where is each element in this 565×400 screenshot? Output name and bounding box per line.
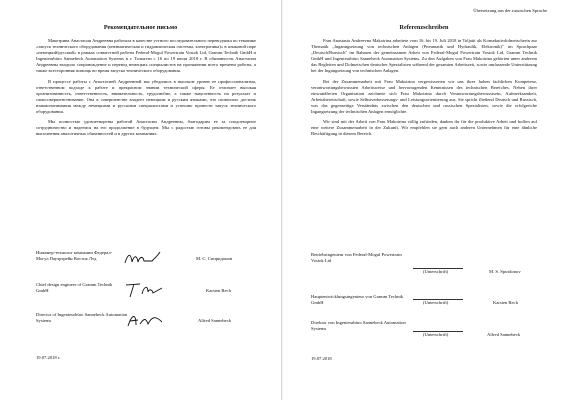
translation-signatory-role-2: Hauptentwicklungsingenieur von Gramm Technik GmbH bbox=[311, 294, 404, 305]
signature-label-3: (Unterschrift) bbox=[423, 332, 449, 337]
translation-note: Übersetzung aus der russischen Sprache bbox=[473, 8, 547, 13]
russian-letter-page bbox=[0, 0, 282, 400]
handwritten-signature-2 bbox=[122, 280, 164, 300]
translation-paragraph-1: Frau Anastasia Andreevna Makotrina arbeitete vom 16. bis 19. Juli 2018 in Toljatti als Konsekutivdolmetscherin zur Thematik „Inganngsetzung von technischen Anlagen (Pneumatik und Hydraulik, Elektronik)" im Sprachpaar „Deutsch/Russisch" im Rahmen der gemeinsamen Arbeit von Federal-Mogul Powertrain Vostok Ltd, Gramm Technik GmbH und Ingenieurbüro Sannebeck Automation Systems. Zu den Aufgaben von Frau Makotrina gehörten unter anderem das Begleiten und Dolmetschen deutscher Spezialisten während der gesamten Arbeitszeit, sowie umfassende Unterstützung bei der Ingangsetzung von technischen Anlagen. bbox=[311, 38, 537, 74]
translation-signatory-role-3: Direktor von Ingenieurbüro Sannebeck Automation Systems bbox=[311, 320, 406, 331]
signature-label-1: (Unterschrift) bbox=[423, 269, 449, 274]
translation-signatory-name-3: Alfred Sannebeck bbox=[487, 332, 521, 337]
translation-body bbox=[311, 38, 537, 141]
signatory-role-1: Инженер-технолог компании Федерал-Могул Пауэртрейн Восток Лтд bbox=[36, 250, 113, 261]
handwritten-signature-1 bbox=[122, 250, 162, 268]
signatory-name-2: Karsten Rech bbox=[206, 288, 231, 293]
paragraph-3: Мы полностью удовлетворены работой Анастасии Андреевны, благодарим ее за плодотворное сотрудничество и надеемся на его продолжение в будущем. Мы с радостью готовы рекомендовать ее для выполнения аналогичных обязанностей и в других компаниях. bbox=[36, 119, 256, 137]
signatory-role-3: Director of Ingenieurbüro Sannebeck Automation Systems bbox=[36, 312, 128, 323]
handwritten-signature-3 bbox=[124, 310, 166, 330]
german-translation-page bbox=[283, 0, 565, 400]
letter-date: 19.07.2018 г. bbox=[36, 355, 61, 360]
signatory-role-2: Chief design engineer of Gramm Technik GmbH bbox=[36, 282, 113, 293]
paragraph-1: Макотрина Анастасия Андреевна работала в качестве устного последовательного переводчика по тематике «запуск технического оборудования (пневматическая и гидравлическая системы, электроника)» в языковой паре «немецкий/русский» в рамках совместной работы Federal-Mogul Powertrain Vostok Ltd, Gramm Technik GmbH и Ingenieurbüro Sannebeck Automation Systems в г. Тольятти с 16 по 19 июля 2018 г. В обязанности Анастасии Андреевны входило сопровождение и перевод немецких специалистов на протяжении всего времени работы, а также всесторонняя помощь во время запуска технического оборудования. bbox=[36, 38, 256, 74]
letter-body bbox=[36, 38, 256, 141]
translation-title: Referenzschreiben bbox=[399, 24, 449, 31]
translation-paragraph-2: Bei der Zusammenarbeit mit Frau Makotrina vergewisserten wir uns ihrer hohen fachlichen Kompetenz, verantwortungsbewussten Arbeitsweise und hervorragenden Kenntnissen des technischen Bereiches. Neben ihrer einwandfreien Organisation zeichnete sich Frau Makotrina durch Verantwortungsbewusstsein, Aufmerksamkeit, Arbeitsbereitschaft, sowie Selbstverbesserungs- und Leistungsorientierung aus. Sie spricht fließend Deutsch und Russisch, was das gegenseitige Verständnis zwischen den deutschen und russischen Spezialisten, sowie die erfolgreiche Ingangsetzung der technischen Anlagen ermöglichte. bbox=[311, 78, 537, 115]
signature-label-2: (Unterschrift) bbox=[423, 300, 449, 305]
translation-signatory-name-2: Karsten Rech bbox=[493, 300, 518, 305]
translation-signatory-name-1: M. S. Spiridonov bbox=[489, 269, 521, 274]
translation-paragraph-3: Wir sind mit der Arbeit von Frau Makotrina völlig zufrieden, danken ihr für die produktive Arbeit und hoffen auf eine weitere Zusammenarbeit in der Zukunft. Wir empfehlen sie gern auch anderen Unternehmen für eine ähnliche Beschäftigung in diesem Bereich. bbox=[311, 119, 537, 137]
letter-title: Рекомендательное письмо bbox=[103, 24, 178, 31]
paragraph-2: В процессе работы с Анастасией Андреевной мы убедились в высоком уровне ее профессионализма, ответственном подходе к работе и прекрасном знании технической сферы. Ее отличает высокая организованность, ответственность, внимательность, трудолюбие, а также нацеленность на результат и самосовершенствование. Она в совершенстве владеет немецким и русским языками, что позволило достичь взаимопонимания между немецкими и русскими специалистами и успешно провести запуск технического оборудования. bbox=[36, 78, 256, 115]
translation-date: 19.07.2018 bbox=[311, 356, 332, 361]
translation-signatory-role-1: Betriebsingenieur von Federal-Mogul Powertrain Vostok Ltd bbox=[311, 252, 402, 263]
signatory-name-3: Alfred Sannebeck bbox=[198, 318, 232, 323]
signatory-name-1: М. С. Спиридонов bbox=[196, 256, 233, 261]
